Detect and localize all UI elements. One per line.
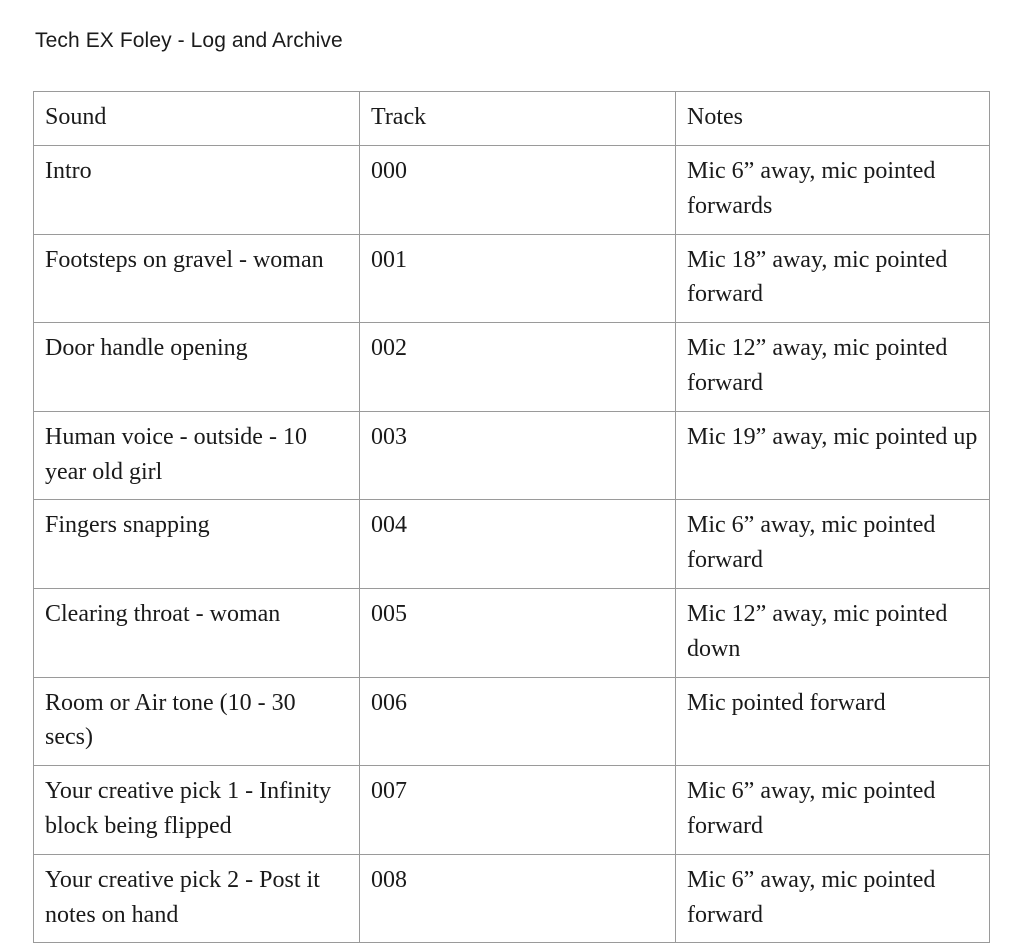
cell-sound-text: Door handle opening: [45, 335, 248, 362]
cell-track: [360, 411, 676, 500]
column-header-notes: [676, 92, 990, 146]
cell-sound-text: Room or Air tone (10 - 30 secs): [45, 689, 302, 751]
cell-track-text: 007: [371, 778, 407, 805]
cell-sound: [34, 411, 360, 500]
cell-track: [360, 145, 676, 234]
cell-notes: [676, 500, 990, 589]
cell-notes: [676, 145, 990, 234]
column-header-sound: [34, 92, 360, 146]
cell-notes-text: Mic 6” away, mic pointed forward: [687, 866, 942, 928]
cell-notes: [676, 411, 990, 500]
cell-notes-text: Mic pointed forward: [687, 689, 886, 716]
cell-track-text: 000: [371, 157, 407, 184]
column-header-sound-label: Sound: [45, 104, 107, 131]
cell-notes-text: Mic 12” away, mic pointed forward: [687, 335, 954, 396]
table-row: [34, 677, 990, 766]
column-header-track-label: Track: [371, 104, 427, 131]
cell-notes-text: Mic 6” away, mic pointed forwards: [687, 157, 942, 219]
cell-sound: [34, 766, 360, 855]
cell-track-text: 004: [371, 512, 407, 539]
cell-track-text: 001: [371, 246, 407, 273]
cell-notes-text: Mic 6” away, mic pointed forward: [687, 512, 942, 574]
cell-sound-text: Intro: [45, 157, 92, 184]
cell-track: [360, 588, 676, 677]
cell-track: [360, 766, 676, 855]
table-row: [34, 411, 990, 500]
cell-sound-text: Your creative pick 2 - Post it notes on hand: [45, 866, 326, 928]
cell-notes-text: Mic 12” away, mic pointed down: [687, 600, 954, 662]
cell-notes: [676, 588, 990, 677]
cell-notes: [676, 323, 990, 412]
table-row: [34, 500, 990, 589]
cell-sound: [34, 323, 360, 412]
table-header-row: [34, 92, 990, 146]
cell-notes-text: Mic 6” away, mic pointed forward: [687, 778, 942, 839]
cell-sound: [34, 234, 360, 323]
cell-notes-text: Mic 18” away, mic pointed forward: [687, 246, 954, 308]
column-header-notes-label: Notes: [687, 104, 743, 131]
cell-notes: [676, 766, 990, 855]
cell-sound: [34, 588, 360, 677]
cell-sound-text: Footsteps on gravel - woman: [45, 246, 324, 273]
cell-track: [360, 677, 676, 766]
cell-sound-text: Your creative pick 1 - Infinity block being flipped: [45, 778, 338, 839]
cell-track-text: 008: [371, 866, 407, 893]
cell-sound: [34, 677, 360, 766]
cell-track: [360, 854, 676, 943]
page-title: Tech EX Foley - Log and Archive: [35, 29, 343, 52]
cell-track-text: 005: [371, 600, 407, 627]
table-header: [34, 92, 990, 146]
cell-track-text: 003: [371, 423, 407, 450]
cell-notes: [676, 677, 990, 766]
cell-track-text: 006: [371, 689, 407, 716]
cell-sound-text: Human voice - outside - 10 year old girl: [45, 423, 313, 485]
table-row: [34, 766, 990, 855]
table-row: [34, 588, 990, 677]
cell-track: [360, 500, 676, 589]
table-row: [34, 145, 990, 234]
cell-track: [360, 323, 676, 412]
cell-notes: [676, 854, 990, 943]
cell-sound: [34, 854, 360, 943]
cell-track-text: 002: [371, 335, 407, 362]
cell-notes-text: Mic 19” away, mic pointed up: [687, 423, 978, 450]
cell-track: [360, 234, 676, 323]
table-body: [34, 145, 990, 942]
cell-sound-text: Fingers snapping: [45, 512, 210, 539]
cell-sound-text: Clearing throat - woman: [45, 600, 281, 627]
cell-notes: [676, 234, 990, 323]
table-row: [34, 323, 990, 412]
table-row: [34, 234, 990, 323]
column-header-track: [360, 92, 676, 146]
table-row: [34, 854, 990, 943]
foley-log-table: [33, 91, 990, 943]
cell-sound: [34, 500, 360, 589]
cell-sound: [34, 145, 360, 234]
